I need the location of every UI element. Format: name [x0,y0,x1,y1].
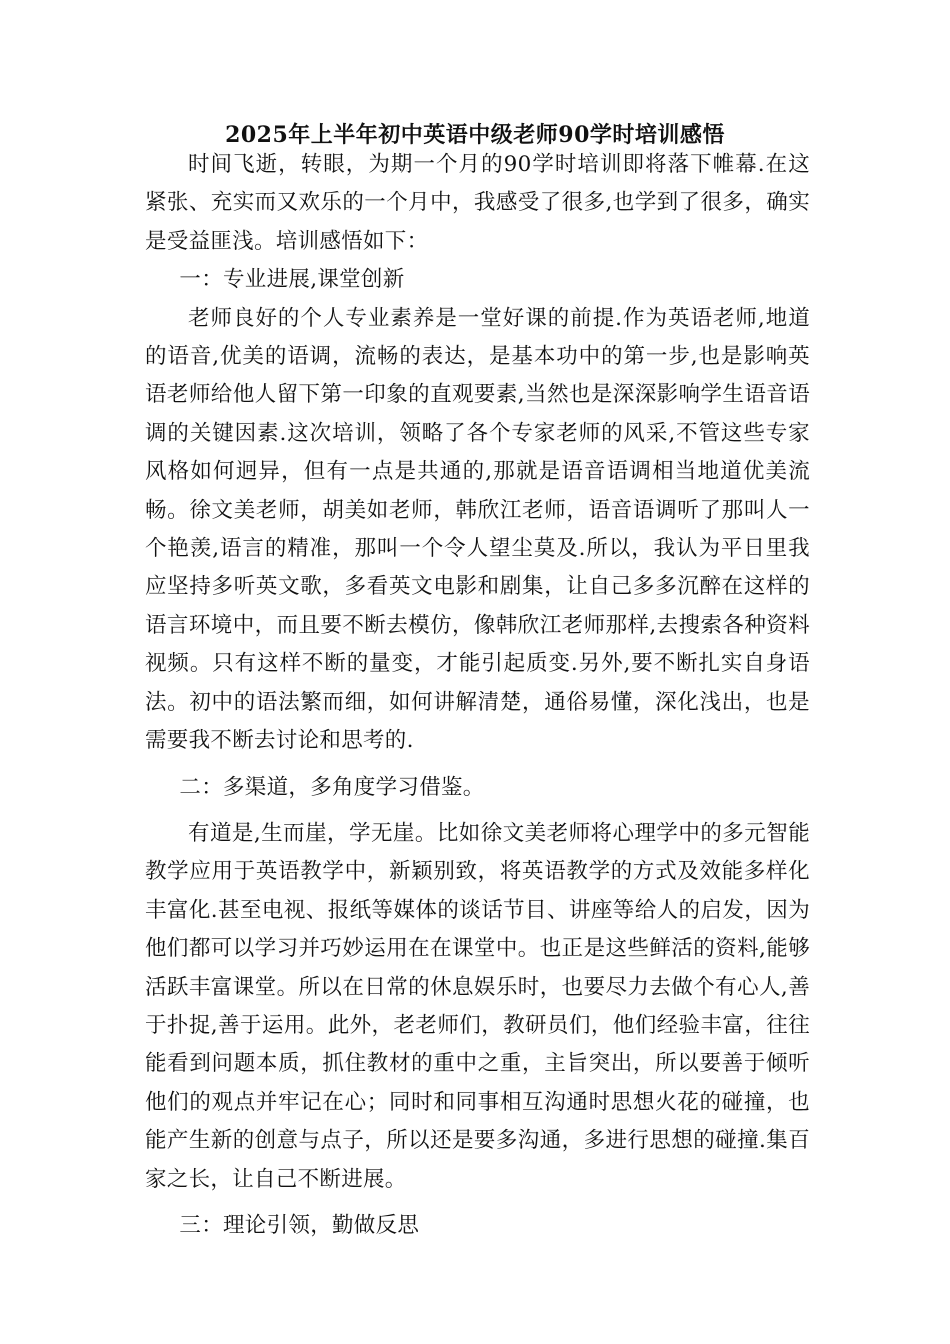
intro-paragraph: 时间飞逝，转眼，为期一个月的90学时培训即将落下帷幕.在这紧张、充实而又欢乐的一个月中，我感受了很多,也学到了很多，确实是受益匪浅。培训感悟如下： [145,152,810,254]
section-heading-2: 二：多渠道，多角度学习借鉴。 [179,774,485,800]
spacer [145,807,810,815]
section-1-paragraph: 老师良好的个人专业素养是一堂好课的前提.作为英语老师,地道的语音,优美的语调，流畅的表达，是基本功中的第一步,也是影响英语老师给他人留下第一印象的直观要素,当然也是深深影响学生语音语调的关键因素.这次培训，领略了各个专家老师的风采,不管这些专家风格如何迥异，但有一点是共通的,那就是语音语调相当地道优美流畅。徐文美老师，胡美如老师，韩欣江老师，语音语调听了那叫人一个艳羡,语言的精准，那叫一个令人望尘莫及.所以，我认为平日里我应坚持多听英文歌，多看英文电影和剧集，让自己多多沉醉在这样的语言环境中，而且要不断去模仿，像韩欣江老师那样,去搜索各种资料视频。只有这样不断的量变，才能引起质变.另外,要不断扎实自身语法。初中的语法繁而细，如何讲解清楚，通俗易懂，深化浅出，也是需要我不断去讨论和思考的. [145,305,810,754]
section-heading-3: 三：理论引领，勤做反思 [179,1212,420,1238]
document-body [145,146,810,1245]
section-2-paragraph: 有道是,生而崖，学无崖。比如徐文美老师将心理学中的多元智能教学应用于英语教学中，新颖别致，将英语教学的方式及效能多样化丰富化.甚至电视、报纸等媒体的谈话节目、讲座等给人的启发，因为他们都可以学习并巧妙运用在在课堂中。也正是这些鲜活的资料,能够活跃丰富课堂。所以在日常的休息娱乐时，也要尽力去做个有心人,善于扑捉,善于运用。此外，老老师们，教研员们，他们经验丰富，往往能看到问题本质，抓住教材的重中之重，主旨突出，所以要善于倾听他们的观点并牢记在心；同时和同事相互沟通时思想火花的碰撞，也能产生新的创意与点子，所以还是要多沟通，多进行思想的碰撞.集百家之长，让自己不断进展。 [145,820,810,1192]
spacer [145,1199,810,1207]
document-title: 2025年上半年初中英语中级老师90学时培训感悟 [225,122,725,148]
section-heading-1: 一：专业进展,课堂创新 [179,267,405,293]
spacer [145,761,810,769]
